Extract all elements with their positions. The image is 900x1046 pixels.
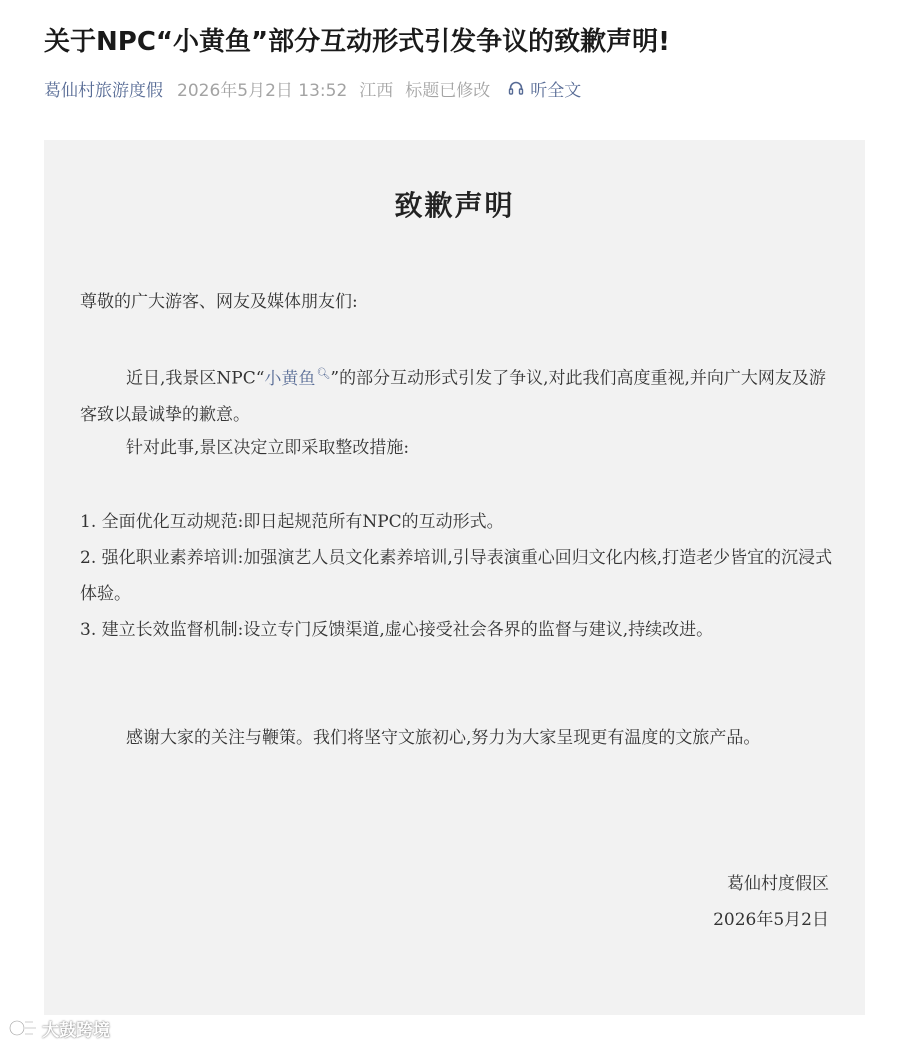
listen-full-text-button[interactable] — [508, 76, 581, 101]
notice-paragraph-1 — [80, 356, 836, 433]
paragraph-1-before: 近日,我景区NPC“ — [126, 368, 265, 389]
brand-logo-icon — [8, 1017, 38, 1039]
notice-closing: 感谢大家的关注与鞭策。我们将坚守文旅初心,努力为大家呈现更有温度的文旅产品。 — [126, 728, 761, 748]
watermark-text: 大鼓跨境 — [42, 1020, 110, 1041]
headphones-icon — [508, 80, 524, 96]
keyword-link[interactable] — [264, 369, 330, 389]
title-modified-label: 标题已修改 — [405, 80, 491, 101]
apology-notice-image — [44, 140, 865, 1015]
listen-label: 听全文 — [530, 80, 582, 101]
measure-item: 2. 强化职业素养培训:加强演艺人员文化素养培训,引导表演重心回归文化内核,打造老少皆宜的沉浸式体验。 — [80, 548, 833, 604]
article-meta — [44, 74, 581, 102]
measure-item: 3. 建立长效监督机制:设立专门反馈渠道,虚心接受社会各界的监督与建议,持续改进。 — [80, 620, 714, 640]
paragraph-1-after: ”的部分互动形式引发了争议,对此我们高度重视,并向广大网友及游客致以最诚挚的歉意。 — [80, 368, 826, 425]
publish-datetime: 2026年5月2日 13:52 — [177, 80, 348, 101]
notice-paragraph-2: 针对此事,景区决定立即采取整改措施: — [126, 438, 410, 458]
search-icon: 🔍︎ — [316, 367, 331, 380]
notice-heading: 致歉声明 — [394, 189, 515, 222]
notice-greeting: 尊敬的广大游客、网友及媒体朋友们: — [80, 292, 358, 312]
author-link[interactable]: 葛仙村旅游度假 — [44, 80, 163, 101]
signature-org: 葛仙村度假区 — [727, 874, 829, 894]
publish-location: 江西 — [359, 80, 394, 101]
signature-date: 2026年5月2日 — [713, 910, 829, 930]
measure-item: 1. 全面优化互动规范:即日起规范所有NPC的互动形式。 — [80, 512, 504, 532]
article-title: 关于NPC“小黄鱼”部分互动形式引发争议的致歉声明! — [44, 27, 670, 57]
watermark — [8, 1014, 110, 1042]
keyword-text: 小黄鱼 — [264, 368, 316, 389]
